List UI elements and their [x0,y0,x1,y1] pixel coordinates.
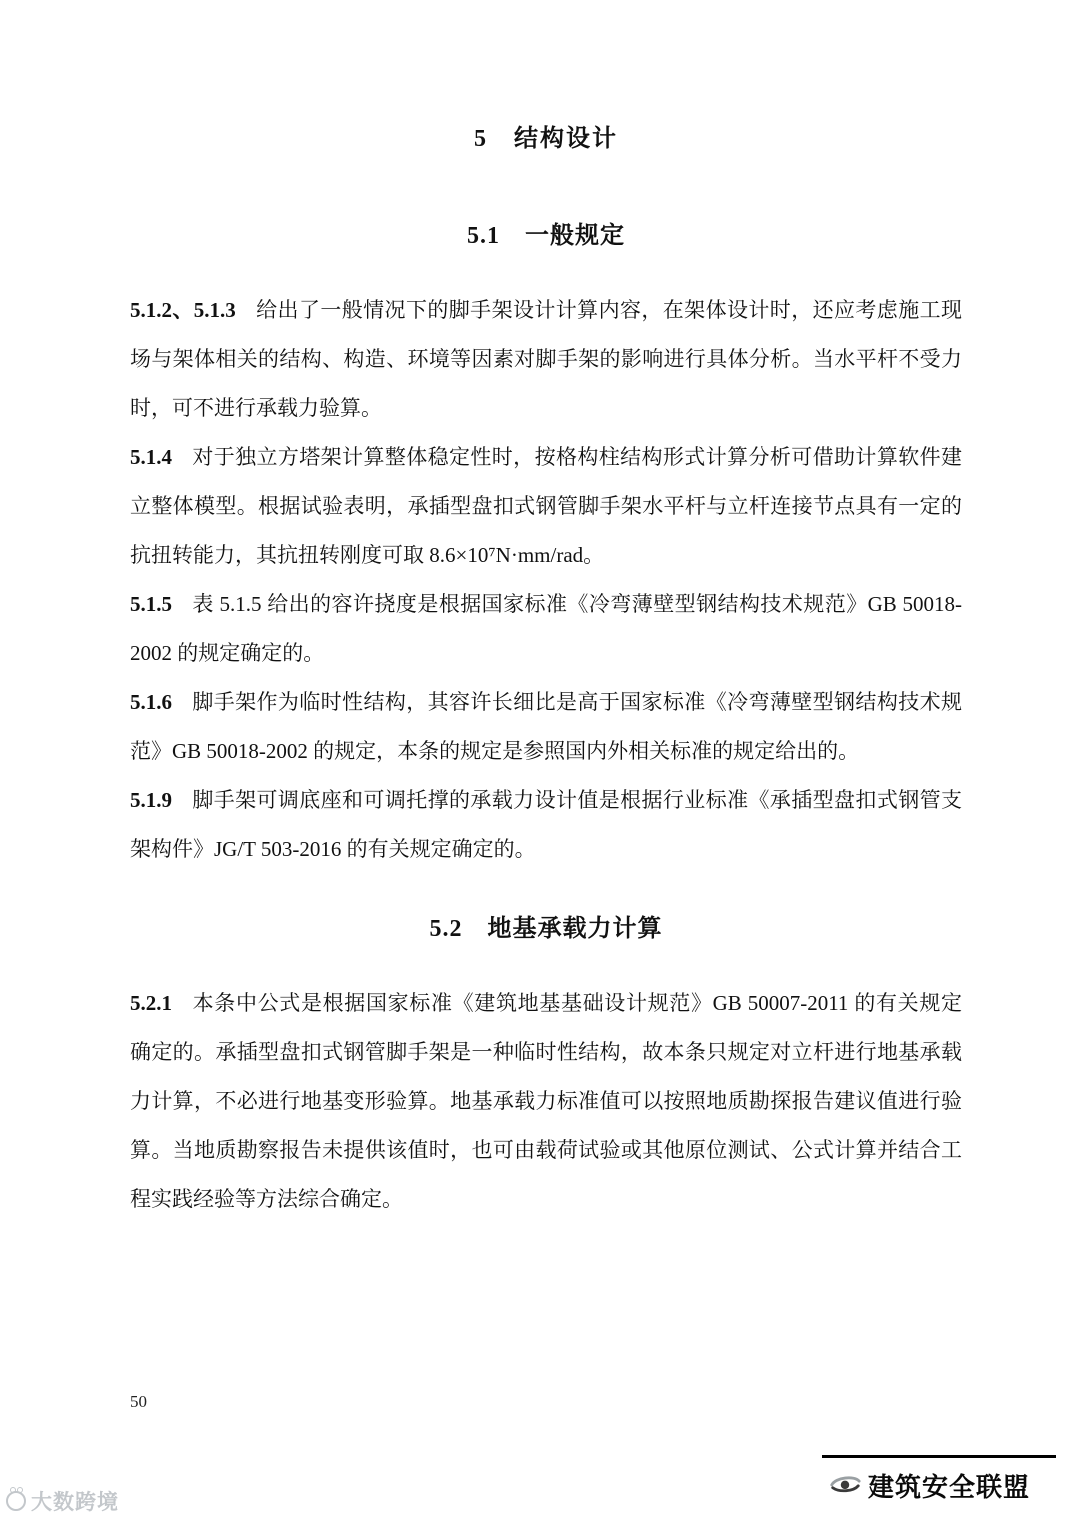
clause-number: 5.1.5 [130,592,172,616]
brand-logo-icon [828,1466,862,1505]
clause-number: 5.1.6 [130,690,172,714]
clause-number: 5.1.4 [130,445,172,469]
clause-text: 脚手架作为临时性结构，其容许长细比是高于国家标准《冷弯薄壁型钢结构技术规范》GB 50018-2002 的规定，本条的规定是参照国内外相关标准的规定给出的。 [130,690,962,763]
chapter-title: 5 结构设计 [474,126,618,152]
clause-5-1-4 [130,433,962,580]
clause-text: 对于独立方塔架计算整体稳定性时，按格构柱结构形式计算分析可借助计算软件建立整体模型。根据试验表明，承插型盘扣式钢管脚手架水平杆与立杆连接节点具有一定的抗扭转能力，其抗扭转刚度可取 8.6×10⁷N·mm/rad。 [130,445,962,567]
clause-text: 给出了一般情况下的脚手架设计计算内容，在架体设计时，还应考虑施工现场与架体相关的结构、构造、环境等因素对脚手架的影响进行具体分析。当水平杆不受力时，可不进行承载力验算。 [130,298,963,420]
page-number: 50 [130,1392,147,1411]
watermark-logo-icon [6,1491,26,1511]
clause-5-1-2-5-1-3 [130,286,962,433]
clause-5-1-5 [130,580,962,678]
clause-number: 5.2.1 [130,991,172,1015]
footer-divider-line [822,1455,1056,1458]
footer-brand [828,1466,1030,1505]
clause-text: 脚手架可调底座和可调托撑的承载力设计值是根据行业标准《承插型盘扣式钢管支架构件》JG/T 503-2016 的有关规定确定的。 [130,788,962,861]
clause-number: 5.1.2、5.1.3 [130,298,236,322]
watermark-text: 大数跨境 [31,1491,119,1514]
clause-5-2-1 [130,979,962,1224]
clause-number: 5.1.9 [130,788,172,812]
watermark [6,1486,119,1516]
section-heading-5-2: 5.2 地基承载力计算 [429,916,663,942]
clause-5-1-9 [130,776,962,874]
clause-5-1-6 [130,678,962,776]
clause-text: 本条中公式是根据国家标准《建筑地基基础设计规范》GB 50007-2011 的有关规定确定的。承插型盘扣式钢管脚手架是一种临时性结构，故本条只规定对立杆进行地基承载力计算，不必进行地基变形验算。地基承载力标准值可以按照地质勘探报告建议值进行验算。当地质勘察报告未提供该值时，也可由载荷试验或其他原位测试、公式计算并结合工程实践经验等方法综合确定。 [130,991,962,1211]
brand-name: 建筑安全联盟 [868,1472,1031,1502]
section-heading-5-1: 5.1 一般规定 [467,223,625,249]
clause-text: 表 5.1.5 给出的容许挠度是根据国家标准《冷弯薄壁型钢结构技术规范》GB 50018-2002 的规定确定的。 [130,592,962,665]
